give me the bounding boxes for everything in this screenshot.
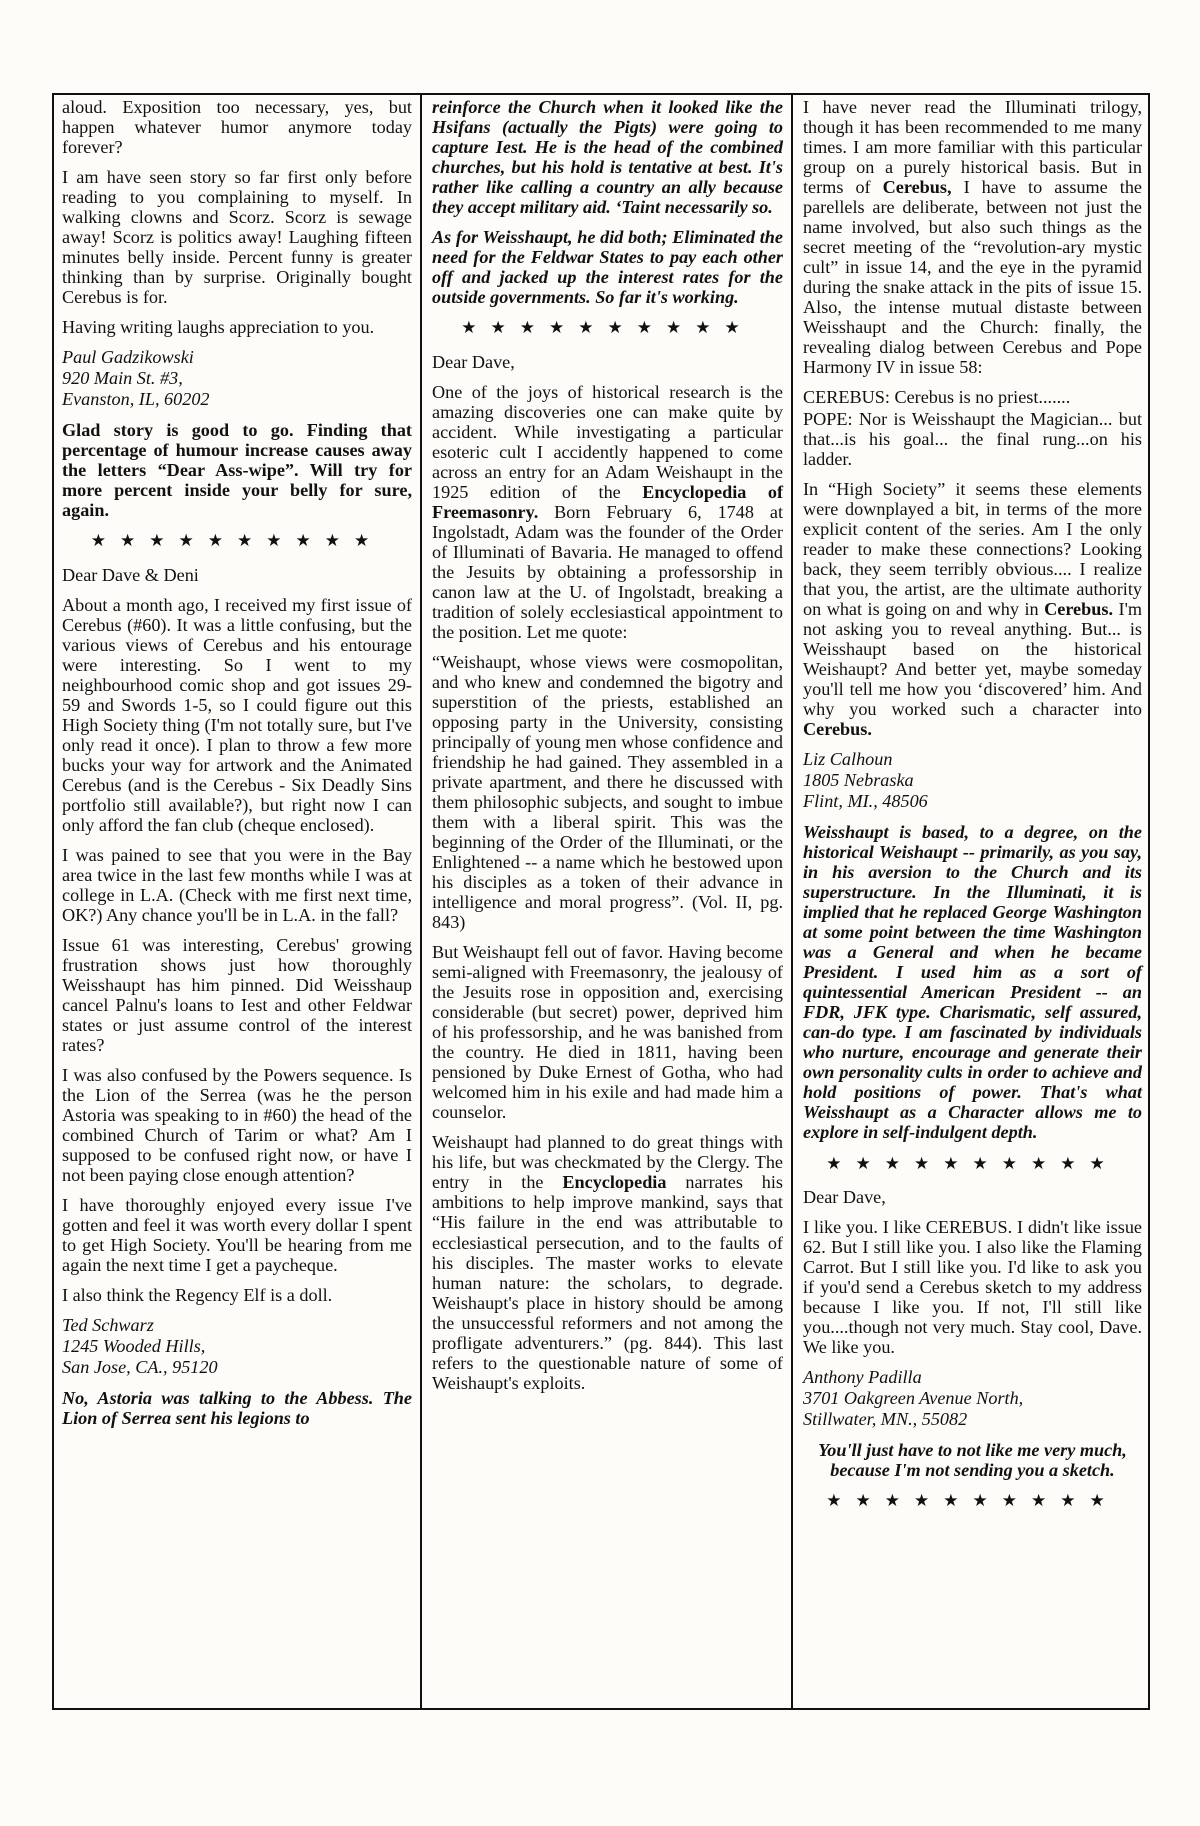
text-run: Weishaupt had planned to do great things with his life, but was checkmated by the Clergy. The entry in the	[432, 1132, 783, 1193]
letter-signature	[62, 1315, 412, 1378]
signature-street: 920 Main St. #3,	[62, 368, 183, 389]
text-run: I have never read the Illuminati trilogy, though it has been recommended to me many times. I am more familiar with this particular group on a purely historical basis. But in terms of	[803, 97, 1142, 198]
letter-paragraph: I have thoroughly enjoyed every issue I've gotten and feel it was worth every dollar I spent to get High Society. You'll be hearing from me again the next time I get a paycheque.	[62, 1195, 412, 1276]
letter-paragraph: I am have seen story so far first only before reading to you complaining to myself. In walking clowns and Scorz. Scorz is sewage away! Scorz is politics away! Laughing fifteen minutes belly inside. Percent funny is greater thinking than by surprise. Originally bought Cerebus is for.	[62, 167, 412, 308]
signature-name: Ted Schwarz	[62, 1315, 154, 1336]
text-run: Born February 6, 1748 at Ingolstadt, Adam was the founder of the Order of Illuminati of Bavaria. He managed to offend the Jesuits by obtaining a professorship in canon law at the U. of Ingolstadt, breaking a tradition of solely ecclesiastical appointment to the position. Let me quote:	[432, 501, 783, 643]
book-title: Cerebus.	[1044, 599, 1113, 620]
letter-paragraph: But Weishaupt fell out of favor. Having become semi-aligned with Freemasonry, the jealousy of the Jesuits rose in opposition and, exercising considerable (but secret) power, deprived him of his professorship, and he was banished from the country. He died in 1811, having been pensioned by Duke Ernest of Gotha, who had welcomed him in his exile and had made him a counselor.	[432, 942, 783, 1123]
letter-paragraph: Having writing laughs appreciation to you.	[62, 317, 375, 338]
editor-reply: reinforce the Church when it looked like the Hsifans (actually the Pigts) were going to capture Iest. He is the head of the combined churches, but his hold is tentative at best. It's rather like calling a country an ally because they accept military aid. ‘Taint necessarily so.	[432, 97, 783, 218]
letter-paragraph	[803, 479, 1142, 739]
signature-street: 1245 Wooded Hills,	[62, 1336, 206, 1357]
star-divider: ★★★★★★★★★★	[826, 1153, 1119, 1173]
signature-name: Anthony Padilla	[803, 1367, 922, 1388]
letter-paragraph: aloud. Exposition too necessary, yes, but happen whatever humor anymore today forever?	[62, 97, 412, 158]
letter-paragraph: Issue 61 was interesting, Cerebus' growing frustration shows just how thoroughly Weisshaupt has him pinned. Did Weisshaup cancel Palnu's loans to Iest and other Feldwar states or just assume control of the interest rates?	[62, 934, 412, 1056]
book-title: Encyclopedia of Freemasonry.	[432, 481, 783, 522]
letter-paragraph	[432, 382, 783, 642]
letter-paragraph: I was pained to see that you were in the Bay area twice in the last few months while I was at college in L.A. (Check with me first next time, OK?) Any chance you'll be in L.A. in the fall?	[62, 844, 412, 925]
letter-paragraph	[432, 1132, 783, 1392]
star-divider: ★★★★★★★★★★	[461, 318, 754, 338]
dialog-quote: CEREBUS: Cerebus is no priest.......	[803, 387, 1071, 408]
letter-signature	[803, 749, 1142, 812]
letter-paragraph: I was also confused by the Powers sequence. Is the Lion of the Serrea (was he the person Astoria was speaking to in #60) the head of the combined Church of Tarim or what? Am I supposed to be confused right now, or have I not been paying close enough attention?	[62, 1065, 412, 1186]
column-2	[420, 93, 791, 1710]
book-title: Cerebus,	[882, 177, 952, 198]
editor-reply: You'll just have to not like me very much, because I'm not sending you a sketch.	[818, 1440, 1127, 1481]
book-title: Encyclopedia	[562, 1172, 667, 1193]
letter-paragraph: I also think the Regency Elf is a doll.	[62, 1285, 333, 1306]
column-3	[791, 93, 1150, 1710]
star-divider: ★★★★★★★★★★	[90, 531, 384, 551]
editor-reply: Weisshaupt is based, to a degree, on the historical Weishaupt -- primarily, as you say, in his aversion to the Church and its superstructure. In the Illuminati, it is implied that he replaced George Washington at some point between the time Washington was a General and when he became President. I used him as a sort of quintessential American President -- an FDR, JFK type. Charismatic, self assured, can-do type. I am fascinated by individuals who nurture, encourage and generate their own personality cults in order to achieve and hold positions of power. That's what Weisshaupt as a Character allows me to explore in self-indulgent depth.	[803, 822, 1142, 1143]
text-run: I have to assume the parellels are deliberate, between not just the name involved, but also such things as the secret meeting of the “revolution-ary mystic cult” in issue 14, and the eye in the pyramid during the snake attack in the pits of issue 15. Also, the intense mutual distaste between Weisshaupt and the Church: finally, the revealing dialog between Cerebus and Pope Harmony IV in issue 58:	[803, 177, 1143, 378]
text-run: In “High Society” it seems these elements were downplayed a bit, in terms of the more explicit content of the series. Am I the only reader to make these connections? Looking back, they seem terribly obvious.... I realize that you, the artist, are the ultimate authority on what is going on and why in	[803, 479, 1142, 620]
letter-salutation: Dear Dave,	[803, 1187, 886, 1208]
letter-salutation: Dear Dave & Deni	[62, 564, 199, 585]
signature-city: Flint, MI., 48506	[803, 791, 928, 812]
signature-name: Paul Gadzikowski	[62, 347, 194, 368]
letter-signature	[62, 347, 412, 410]
editor-reply: No, Astoria was talking to the Abbess. The Lion of Serrea sent his legions to	[62, 1388, 412, 1429]
dialog-quote: POPE: Nor is Weisshaupt the Magician... but that...is his goal... the final rung...on his ladder.	[803, 409, 1142, 470]
signature-city: Evanston, IL, 60202	[62, 389, 210, 410]
letter-paragraph: I like you. I like CEREBUS. I didn't like issue 62. But I still like you. I also like the Flaming Carrot. But I still like you. I'd like to ask you if you'd send a Cerebus sketch to my address because I like you. If not, I'll still like you....though not very much. Stay cool, Dave. We like you.	[803, 1217, 1142, 1358]
text-run: One of the joys of historical research is the amazing discoveries one can make quite by accident. While investigating a particular esoteric cult I accidently happened to come across an entry for an Adam Weishaupt in the 1925 edition of the	[432, 381, 783, 502]
star-divider: ★★★★★★★★★★	[826, 1491, 1119, 1511]
signature-street: 1805 Nebraska	[803, 770, 914, 791]
editor-reply: As for Weisshaupt, he did both; Eliminated the need for the Feldwar States to pay each other off and jacked up the interest rates for the outside governments. So far it's working.	[432, 227, 783, 308]
letter-paragraph	[803, 97, 1142, 377]
letter-salutation: Dear Dave,	[432, 351, 515, 372]
text-run: narrates his ambitions to help improve mankind, says that “His failure in the end was attributable to ecclesiastical persecution, and to the faults of his disciples. The master works to elevate human nature: the scholars, to degrade. Weishaupt's place in history should be among the unsuccessful reformers and not among the profligate adventurers.” (pg. 844). This last refers to the questionable nature of some of Weishaupt's exploits.	[432, 1172, 783, 1393]
column-1	[52, 93, 420, 1710]
signature-city: San Jose, CA., 95120	[62, 1357, 218, 1378]
letter-quote: “Weishaupt, whose views were cosmopolitan, and who knew and condemned the bigotry and superstition of the priests, established an opposing party in the University, consisting principally of young men whose confidence and friendship he had gained. They assembled in a private apartment, and there he discussed with them philosophic subjects, and sought to imbue them with a liberal spirit. This was the beginning of the Order of the Illuminati, or the Enlightened -- a name which he bestowed upon his disciples as a token of their advance in intelligence and moral progress”. (Vol. II, pg. 843)	[432, 652, 783, 933]
signature-street: 3701 Oakgreen Avenue North,	[803, 1388, 1024, 1409]
letter-paragraph: About a month ago, I received my first issue of Cerebus (#60). It was a little confusing, but the various views of Cerebus and his entourage were interesting. So I went to my neighbourhood comic shop and got issues 29-59 and Swords 1-5, so I could figure out this High Society thing (I'm not totally sure, but I've only read it once). I plan to throw a few more bucks your way for artwork and the Animated Cerebus (and is the Cerebus - Six Deadly Sins portfolio still available?), but right now I can only afford the fan club (cheque enclosed).	[62, 594, 412, 835]
signature-city: Stillwater, MN., 55082	[803, 1409, 968, 1430]
signature-name: Liz Calhoun	[803, 749, 893, 770]
editor-reply: Glad story is good to go. Finding that percentage of humour increase causes away the letters “Dear Ass-wipe”. Will try for more percent inside your belly for sure, again.	[62, 419, 412, 520]
book-title: Cerebus.	[803, 719, 872, 740]
text-run: I'm not asking you to reveal anything. But... is Weisshaupt based on the historical Weishaupt? And better yet, maybe someday you'll tell me how you ‘discovered’ him. And why you worked such a character into	[803, 599, 1142, 720]
letter-signature	[803, 1367, 1142, 1430]
